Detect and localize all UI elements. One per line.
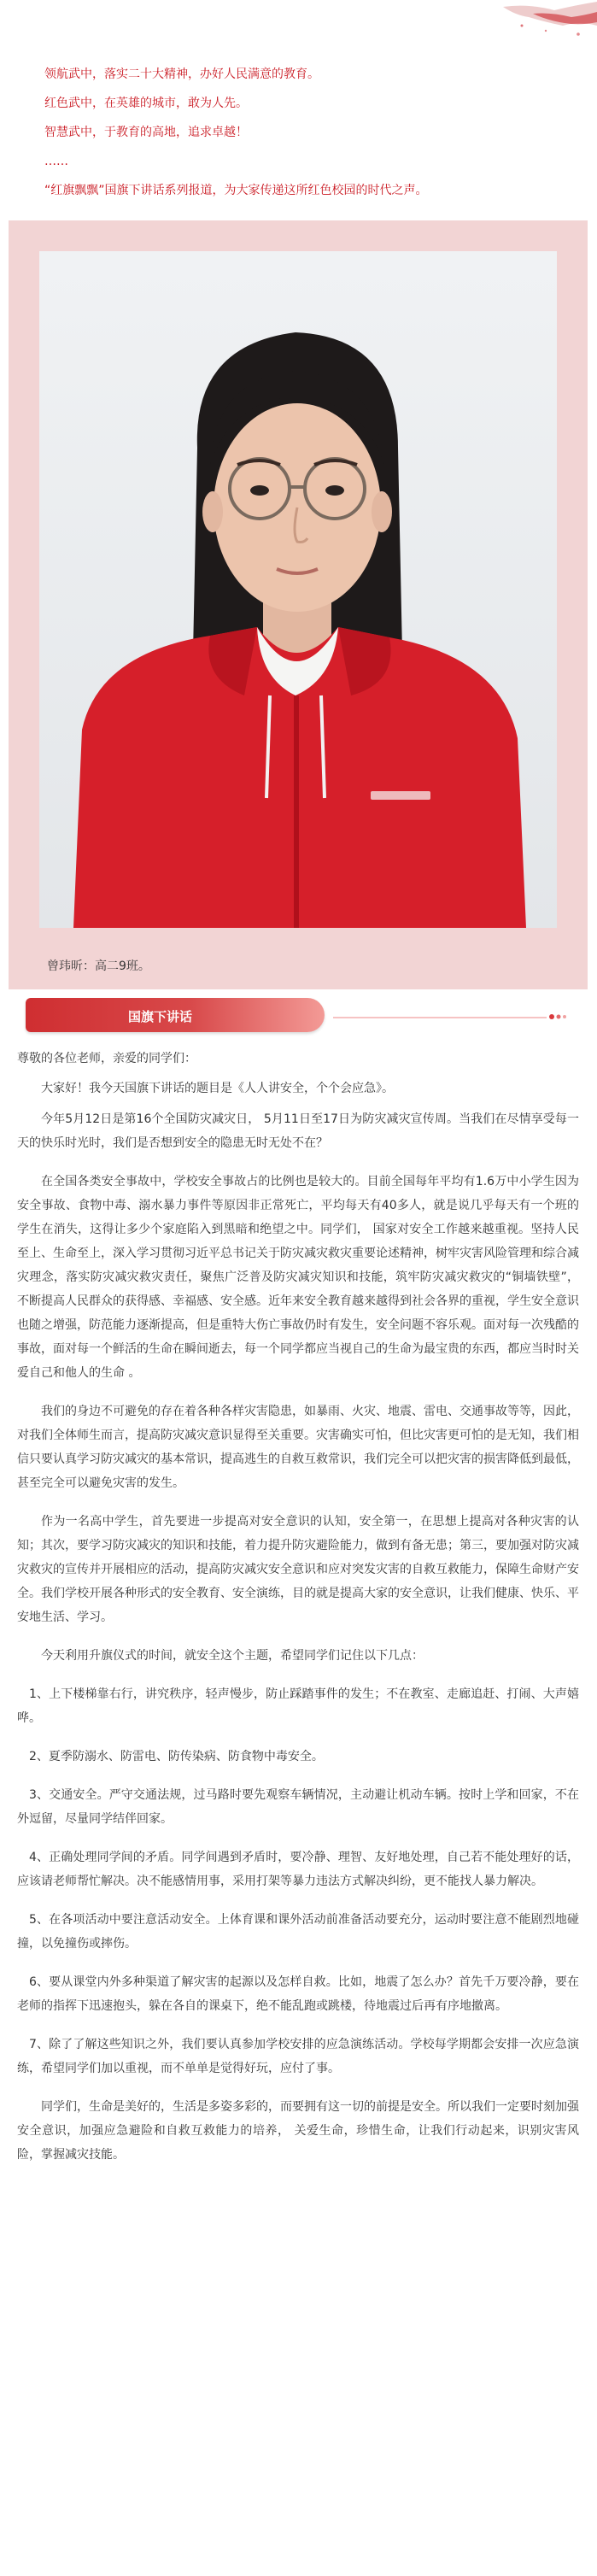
speech-greeting: 尊敬的各位老师，亲爱的同学们：	[17, 1052, 196, 1065]
ink-splash-decoration	[469, 0, 597, 60]
dots-decoration-icon	[548, 1012, 567, 1022]
speech-point: 6、要从课堂内外多种渠道了解灾害的起源以及怎样自救。比如，地震了怎么办？首先千万要冷静，要在老师的指挥下迅速抱头，躲在各自的课桌下，绝不能乱跑或跳楼，待地震过后再有序地撤离。	[17, 1975, 579, 2013]
photo-caption: 曾玮昕：高二9班。	[47, 959, 150, 973]
section-divider	[333, 1017, 547, 1018]
intro-line: 红色武中，在英雄的城市，敢为人先。	[44, 97, 248, 110]
speech-paragraph: 今天利用升旗仪式的时间，就安全这个主题，希望同学们记住以下几点：	[41, 1649, 424, 1663]
speech-point: 7、除了了解这些知识之外，我们要认真参加学校安排的应急演练活动。学校每学期都会安排一次应急演练，希望同学们加以重视，而不单单是觉得好玩，应付了事。	[17, 2038, 579, 2075]
speech-point: 2、夏季防溺水、防雷电、防传染病、防食物中毒安全。	[29, 1750, 324, 1763]
speech-article	[17, 1047, 579, 2181]
intro-ellipsis: ……	[44, 155, 68, 168]
speech-paragraph: 作为一名高中学生，首先要进一步提高对安全意识的认知，安全第一，在思想上提高对各种灾害的认知；其次，要学习防灾减灾的知识和技能，着力提升防灾避险能力，做到有备无患；第三，要加强对防灾减灾救灾的宣传并开展相应的活动，提高防灾减灾安全意识和应对突发灾害的自救互救能力，保障生命财产安全。我们学校开展各种形式的安全教育、安全演练，目的就是提高大家的安全意识，让我们健康、快乐、平安地生活、学习。	[17, 1515, 579, 1624]
student-photo	[39, 251, 557, 928]
speech-point: 1、上下楼梯靠右行，讲究秩序，轻声慢步，防止踩踏事件的发生；不在教室、走廊追赶、打闹、大声嬉哗。	[17, 1687, 579, 1725]
speech-point: 4、正确处理同学间的矛盾。同学间遇到矛盾时，要冷静、理智、友好地处理，自己若不能处理好的话，应该请老师帮忙解决。决不能感情用事，采用打架等暴力违法方式解决纠纷，更不能找人暴力解决。	[17, 1851, 579, 1888]
speech-paragraph: 今年5月12日是第16个全国防灾减灾日， 5月11日至17日为防灾减灾宣传周。当我们在尽情享受每一天的快乐时光时，我们是否想到安全的隐患无时无处不在？	[17, 1112, 579, 1150]
speech-closing: 同学们，生命是美好的，生活是多姿多彩的，而要拥有这一切的前提是安全。所以我们一定要时刻加强安全意识，加强应急避险和自救互救能力的培养， 关爱生命，珍惜生命，让我们行动起来，识别灾害风险，掌握减灾技能。	[17, 2100, 579, 2162]
speech-paragraph: 在全国各类安全事故中，学校安全事故占的比例也是较大的。目前全国每年平均有1.6万中小学生因为安全事故、食物中毒、溺水暴力事件等原因非正常死亡，平均每天有40多人，就是说几乎每天有一个班的学生在消失，这得让多少个家庭陷入到黑暗和绝望之中。同学们， 国家对安全工作越来越重视。坚持人民至上、生命至上，深入学习贯彻习近平总书记关于防灾减灾救灾重要论述精神，树牢灾害风险管理和综合减灾理念，落实防灾减灾救灾责任，聚焦广泛普及防灾减灾知识和技能，筑牢防灾减灾救灾的“铜墙铁壁”，不断提高人民群众的获得感、幸福感、安全感。近年来安全教育越来越得到社会各界的重视，学生安全意识也随之增强，防范能力逐渐提高，但是重特大伤亡事故仍时有发生，安全问题不容乐观。面对每一次残酷的事故，面对每一个鲜活的生命在瞬间逝去，每一个同学都应当视自己的生命为最宝贵的东西，都应当时时关爱自己和他人的生命 。	[17, 1175, 579, 1380]
student-portrait-image	[39, 251, 557, 928]
speech-paragraph: 大家好！我今天国旗下讲话的题目是《人人讲安全，个个会应急》。	[41, 1082, 394, 1095]
section-header	[26, 995, 567, 1035]
intro-block	[44, 60, 557, 205]
photo-frame	[9, 220, 588, 989]
intro-line: “红旗飘飘”国旗下讲话系列报道，为大家传递这所红色校园的时代之声。	[44, 184, 428, 197]
speech-point: 3、交通安全。严守交通法规，过马路时要先观察车辆情况，主动避让机动车辆。按时上学和回家，不在外逗留，尽量同学结伴回家。	[17, 1788, 579, 1826]
speech-paragraph: 我们的身边不可避免的存在着各种各样灾害隐患，如暴雨、火灾、地震、雷电、交通事故等等，因此，对我们全体师生而言，提高防灾减灾意识显得至关重要。灾害确实可怕，但比灾害更可怕的是无知，我们相信只要认真学习防灾减灾的基本常识，提高逃生的自救互救常识，我们完全可以把灾害的损害降低到最低，甚至完全可以避免灾害的发生。	[17, 1405, 579, 1490]
speech-point: 5、在各项活动中要注意活动安全。上体育课和课外活动前准备活动要充分，运动时要注意不能剧烈地碰撞，以免撞伤或摔伤。	[17, 1913, 579, 1951]
section-title: 国旗下讲话	[128, 1009, 193, 1024]
intro-line: 智慧武中，于教育的高地，追求卓越！	[44, 126, 248, 139]
intro-line: 领航武中，落实二十大精神，办好人民满意的教育。	[44, 67, 319, 81]
